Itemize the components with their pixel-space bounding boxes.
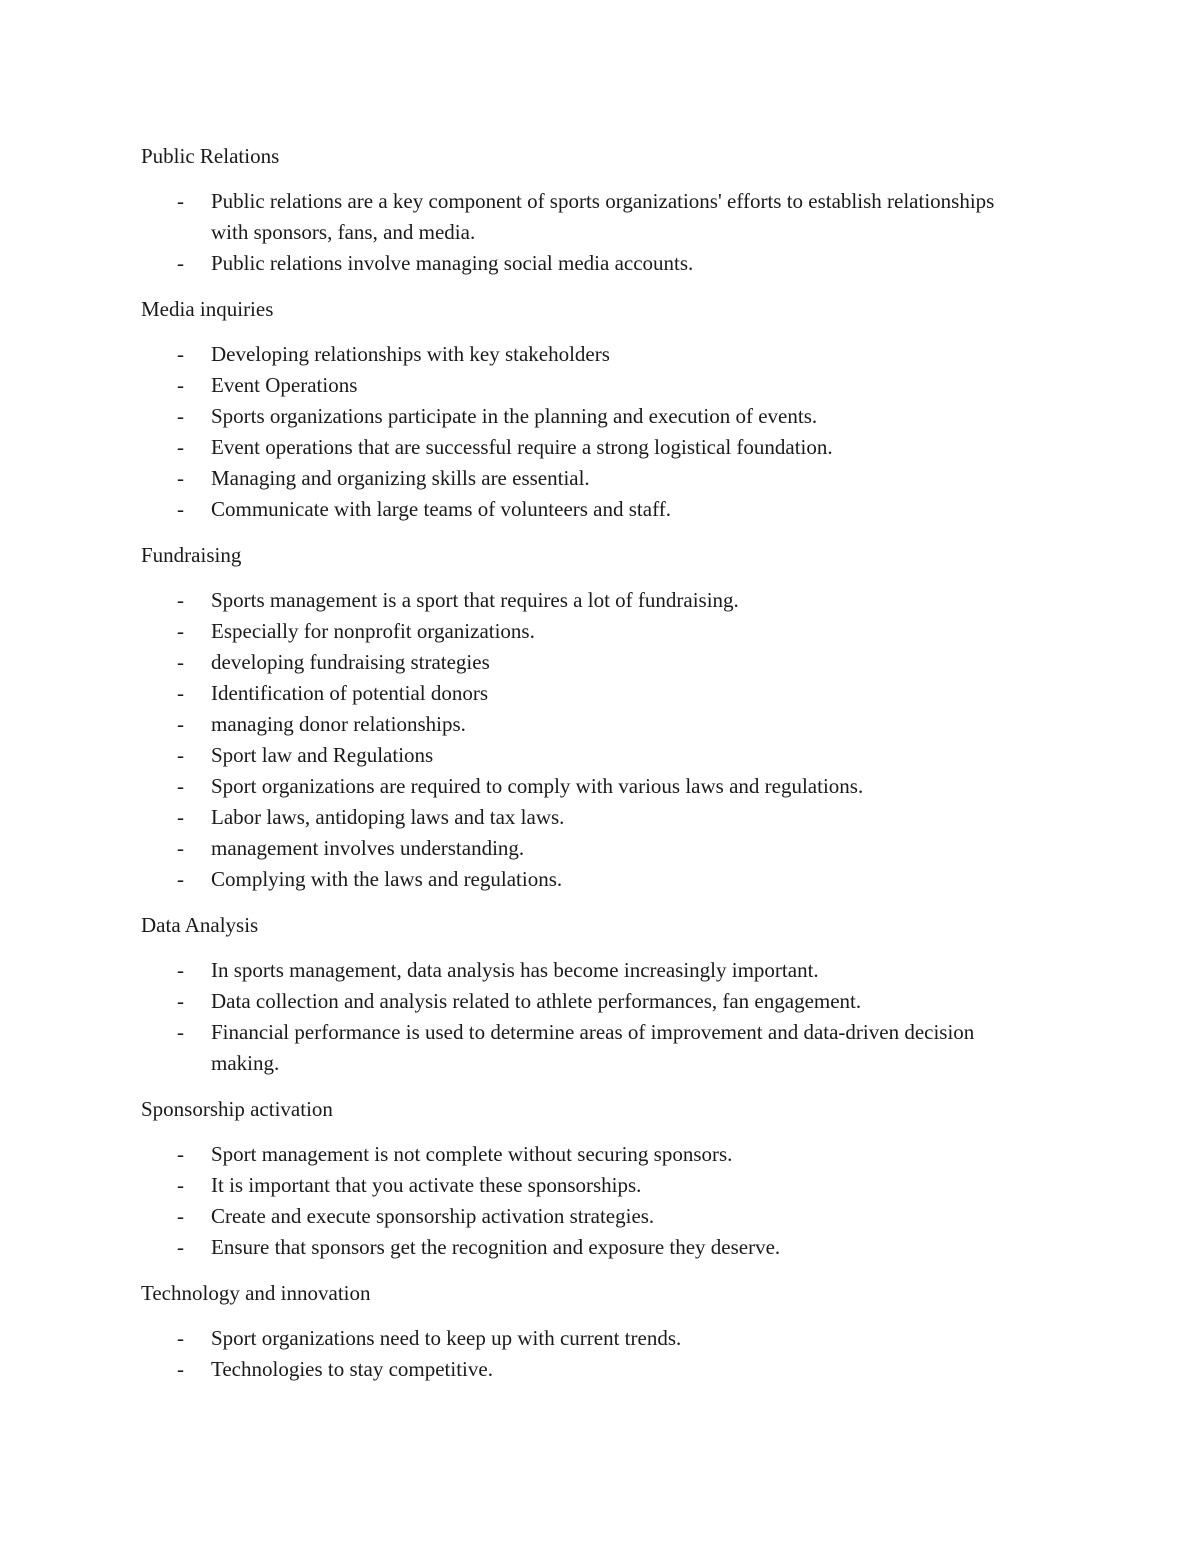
dash-bullet-icon: - (177, 1235, 184, 1259)
bullet-list (141, 1323, 1021, 1385)
list-item-text: Communicate with large teams of volunteers and staff. (211, 497, 671, 521)
bullet-list (141, 186, 1021, 279)
list-item-text: Sport law and Regulations (211, 743, 434, 767)
list-item-text: Public relations involve managing social media accounts. (211, 251, 694, 275)
document-section (141, 141, 1021, 279)
list-item (141, 678, 1021, 709)
list-item (141, 370, 1021, 401)
list-item-text: management involves understanding. (211, 836, 525, 860)
dash-bullet-icon: - (177, 588, 184, 612)
section-heading: Data Analysis (141, 913, 259, 937)
list-item-text: Identification of potential donors (211, 681, 489, 705)
list-item (141, 494, 1021, 525)
bullet-list (141, 585, 1021, 895)
document-section (141, 1278, 1021, 1385)
list-item-text: In sports management, data analysis has become increasingly important. (211, 958, 819, 982)
dash-bullet-icon: - (177, 681, 184, 705)
list-item (141, 955, 1021, 986)
section-heading: Sponsorship activation (141, 1097, 333, 1121)
list-item-text: Event Operations (211, 373, 358, 397)
list-item (141, 401, 1021, 432)
list-item (141, 1139, 1021, 1170)
dash-bullet-icon: - (177, 1173, 184, 1197)
dash-bullet-icon: - (177, 805, 184, 829)
dash-bullet-icon: - (177, 774, 184, 798)
dash-bullet-icon: - (177, 373, 184, 397)
list-item (141, 647, 1021, 678)
list-item-text: It is important that you activate these sponsorships. (211, 1173, 642, 1197)
list-item (141, 248, 1021, 279)
list-item (141, 740, 1021, 771)
document-section (141, 294, 1021, 525)
list-item (141, 709, 1021, 740)
section-heading: Public Relations (141, 144, 280, 168)
dash-bullet-icon: - (177, 619, 184, 643)
list-item (141, 1170, 1021, 1201)
list-item-text: Complying with the laws and regulations. (211, 867, 563, 891)
list-item-text: Sports management is a sport that requires a lot of fundraising. (211, 588, 739, 612)
dash-bullet-icon: - (177, 1020, 184, 1044)
list-item (141, 432, 1021, 463)
dash-bullet-icon: - (177, 404, 184, 428)
list-item-text: Managing and organizing skills are essential. (211, 466, 590, 490)
dash-bullet-icon: - (177, 251, 184, 275)
list-item-text: Sport organizations need to keep up with current trends. (211, 1326, 682, 1350)
dash-bullet-icon: - (177, 189, 184, 213)
dash-bullet-icon: - (177, 650, 184, 674)
dash-bullet-icon: - (177, 466, 184, 490)
dash-bullet-icon: - (177, 435, 184, 459)
list-item-text: Create and execute sponsorship activation strategies. (211, 1204, 655, 1228)
list-item-text: developing fundraising strategies (211, 650, 490, 674)
list-item-text: managing donor relationships. (211, 712, 466, 736)
list-item-text: Ensure that sponsors get the recognition and exposure they deserve. (211, 1235, 781, 1259)
list-item-text: Sport organizations are required to comply with various laws and regulations. (211, 774, 864, 798)
document-section (141, 540, 1021, 895)
list-item (141, 802, 1021, 833)
list-item (141, 463, 1021, 494)
list-item (141, 1201, 1021, 1232)
list-item-text: Developing relationships with key stakeholders (211, 342, 610, 366)
list-item-text: Public relations are a key component of sports organizations' efforts to establish relationships with sponsors, fans, and media. (211, 189, 995, 244)
list-item (141, 833, 1021, 864)
list-item-text: Data collection and analysis related to athlete performances, fan engagement. (211, 989, 862, 1013)
section-heading: Technology and innovation (141, 1281, 371, 1305)
bullet-list (141, 1139, 1021, 1263)
bullet-list (141, 339, 1021, 525)
section-heading: Fundraising (141, 543, 242, 567)
dash-bullet-icon: - (177, 497, 184, 521)
dash-bullet-icon: - (177, 743, 184, 767)
list-item-text: Sports organizations participate in the planning and execution of events. (211, 404, 818, 428)
list-item (141, 864, 1021, 895)
dash-bullet-icon: - (177, 989, 184, 1013)
list-item-text: Financial performance is used to determine areas of improvement and data-driven decision making. (211, 1020, 975, 1075)
list-item-text: Event operations that are successful require a strong logistical foundation. (211, 435, 833, 459)
dash-bullet-icon: - (177, 712, 184, 736)
list-item (141, 1017, 1021, 1079)
dash-bullet-icon: - (177, 1142, 184, 1166)
list-item (141, 771, 1021, 802)
dash-bullet-icon: - (177, 958, 184, 982)
list-item-text: Especially for nonprofit organizations. (211, 619, 535, 643)
list-item (141, 585, 1021, 616)
bullet-list (141, 955, 1021, 1079)
list-item (141, 186, 1021, 248)
document-body (141, 141, 1021, 1400)
list-item (141, 1323, 1021, 1354)
dash-bullet-icon: - (177, 342, 184, 366)
dash-bullet-icon: - (177, 1357, 184, 1381)
list-item (141, 339, 1021, 370)
dash-bullet-icon: - (177, 1204, 184, 1228)
list-item-text: Sport management is not complete without securing sponsors. (211, 1142, 733, 1166)
dash-bullet-icon: - (177, 867, 184, 891)
document-section (141, 1094, 1021, 1263)
document-section (141, 910, 1021, 1079)
list-item-text: Technologies to stay competitive. (211, 1357, 493, 1381)
list-item (141, 616, 1021, 647)
list-item (141, 1232, 1021, 1263)
list-item (141, 986, 1021, 1017)
dash-bullet-icon: - (177, 1326, 184, 1350)
list-item (141, 1354, 1021, 1385)
dash-bullet-icon: - (177, 836, 184, 860)
section-heading: Media inquiries (141, 297, 274, 321)
list-item-text: Labor laws, antidoping laws and tax laws. (211, 805, 565, 829)
